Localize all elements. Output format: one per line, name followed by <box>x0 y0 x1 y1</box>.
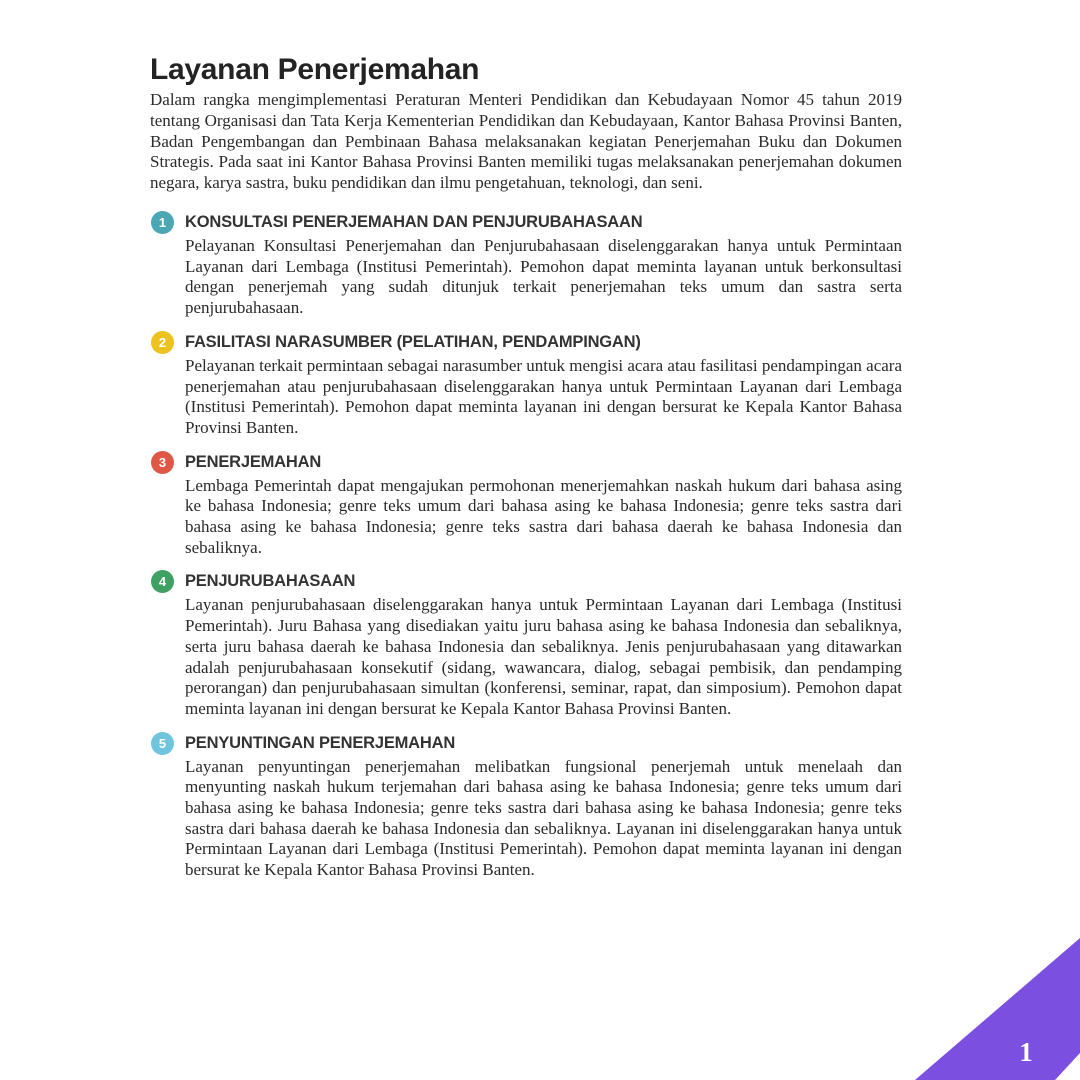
section-text <box>185 570 902 719</box>
section-number-badge <box>151 451 174 474</box>
intro-paragraph: Dalam rangka mengimplementasi Peraturan Menteri Pendidikan dan Kebudayaan Nomor 45 tahun 2019 tentang Organisasi dan Tata Kerja Kementerian Pendidikan dan Kebudayaan, Kantor Bahasa Provinsi Banten, Badan Pengembangan dan Pembinaan Bahasa melaksanakan kegiatan Penerjemahan Buku dan Dokumen Strategis. Pada saat ini Kantor Bahasa Provinsi Banten memiliki tugas melaksanakan penerjemahan dokumen negara, karya sastra, buku pendidikan dan ilmu pengetahuan, teknologi, dan seni. <box>150 90 902 193</box>
section-number-badge <box>151 570 174 593</box>
section-number-badge <box>151 732 174 755</box>
section-body: Lembaga Pemerintah dapat mengajukan permohonan menerjemahkan naskah hukum dari bahasa asing ke bahasa Indonesia; genre teks umum dari bahasa asing ke bahasa Indonesia; genre teks sastra dari bahasa asing ke bahasa Indonesia; genre teks sastra dari bahasa daerah ke bahasa Indonesia dan sebaliknya. <box>185 475 902 557</box>
section-number: 2 <box>158 334 167 350</box>
section-heading: FASILITASI NARASUMBER (PELATIHAN, PENDAMPINGAN) <box>185 332 641 351</box>
page-content <box>150 52 902 893</box>
page-number: 1 <box>1019 1037 1033 1067</box>
section-text <box>185 451 902 559</box>
section-heading: KONSULTASI PENERJEMAHAN DAN PENJURUBAHASAAN <box>185 212 643 231</box>
section-text <box>185 211 902 319</box>
section-number: 1 <box>158 214 167 230</box>
section-heading: PENERJEMAHAN <box>185 452 322 471</box>
section-number: 5 <box>158 735 167 751</box>
section-konsultasi <box>150 211 902 319</box>
section-number-badge <box>151 211 174 234</box>
section-number: 4 <box>158 574 167 590</box>
section-body: Pelayanan terkait permintaan sebagai narasumber untuk mengisi acara atau fasilitasi pendampingan acara penerjemahan atau penjurubahasaan diselenggarakan hanya untuk Permintaan Layanan dari Lembaga (Institusi Pemerintah). Pemohon dapat meminta layanan ini dengan bersurat ke Kepala Kantor Bahasa Provinsi Banten. <box>185 355 903 437</box>
section-heading: PENJURUBAHASAAN <box>185 572 356 591</box>
corner-ribbon <box>910 935 1080 1080</box>
section-body: Layanan penyuntingan penerjemahan melibatkan fungsional penerjemah untuk menelaah dan menyunting naskah hukum terjemahan dari bahasa asing ke bahasa Indonesia; genre teks umum dari bahasa asing ke bahasa Indonesia; genre teks sastra dari bahasa asing ke bahasa Indonesia; genre teks sastra dari bahasa daerah ke bahasa Indonesia dan sebaliknya. Layanan ini diselenggarakan hanya untuk Permintaan Layanan dari Lembaga (Institusi Pemerintah). Pemohon dapat meminta layanan ini dengan bersurat ke Kepala Kantor Bahasa Provinsi Banten. <box>185 756 902 880</box>
section-text <box>185 331 902 439</box>
page-title: Layanan Penerjemahan <box>150 53 480 86</box>
corner-ribbon-shape <box>915 938 1080 1080</box>
section-body: Layanan penjurubahasaan diselenggarakan hanya untuk Permintaan Layanan dari Lembaga (Institusi Pemerintah). Juru Bahasa yang disediakan yaitu juru bahasa asing ke bahasa Indonesia dan sebaliknya, serta juru bahasa daerah ke bahasa Indonesia dan sebaliknya. Jenis penjurubahasaan yang ditawarkan adalah penjurubahasaan konsekutif (sidang, wawancara, dialog, sebagai pembisik, dan pendamping perorangan) dan penjurubahasaan simultan (konferensi, seminar, rapat, dan simposium). Pemohon dapat meminta layanan ini dengan bersurat ke Kepala Kantor Bahasa Provinsi Banten. <box>185 595 902 718</box>
section-text <box>185 732 902 881</box>
section-number: 3 <box>158 454 167 470</box>
section-penyuntingan <box>150 732 902 881</box>
section-number-badge <box>151 331 174 354</box>
section-heading: PENYUNTINGAN PENERJEMAHAN <box>185 733 456 752</box>
section-body: Pelayanan Konsultasi Penerjemahan dan Penjurubahasaan diselenggarakan hanya untuk Permintaan Layanan dari Lembaga (Institusi Pemerintah). Pemohon dapat meminta layanan untuk berkonsultasi dengan penerjemah yang sudah ditunjuk terkait penerjemahan teks umum dan sastra serta penjurubahasaan. <box>185 235 902 318</box>
section-penjurubahasaan <box>150 570 902 719</box>
service-sections <box>150 211 902 881</box>
section-penerjemahan <box>150 451 902 559</box>
section-fasilitasi-narasumber <box>150 331 902 439</box>
